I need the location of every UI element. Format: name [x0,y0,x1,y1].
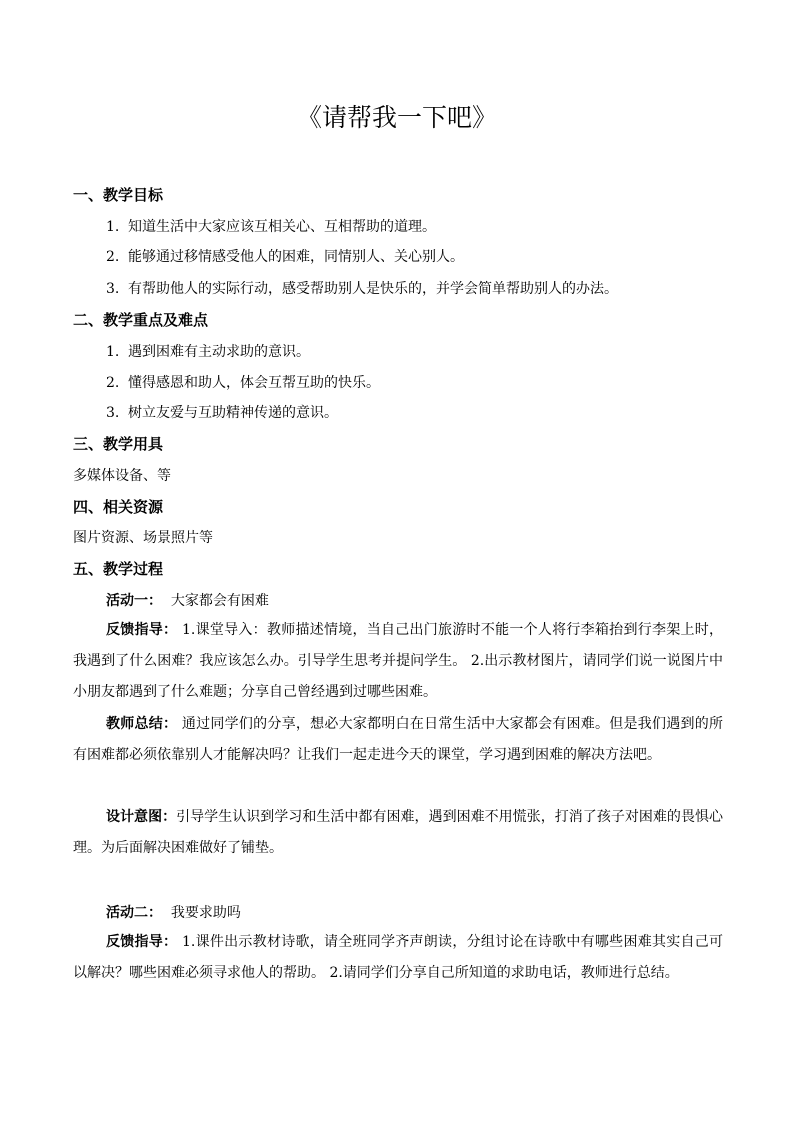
list-number: 3. [106,405,120,421]
list-number: 3. [106,281,120,297]
list-text: 知道生活中大家应该互相关心、互相帮助的道理。 [128,219,436,235]
list-item [106,402,338,424]
section-heading-key-points: 二、教学重点及难点 [73,311,209,329]
intent-label: 设计意图： [106,809,177,825]
section-heading-process: 五、教学过程 [73,560,164,578]
list-item [106,246,464,268]
feedback-paragraph [73,927,723,989]
list-item [106,216,436,238]
resources-text: 图片资源、场景照片等 [73,530,213,546]
document-title: 《请帮我一下吧》 [296,103,497,132]
list-item [106,372,380,394]
feedback-label: 反馈指导： [106,934,178,950]
feedback-label: 反馈指导： [106,622,178,638]
feedback-text: 1.课件出示教材诗歌，请全班同学齐声朗读，分组讨论在诗歌中有哪些困难其实自己可以解决？哪些困难必须寻求他人的帮助。 2.请同学们分享自己所知道的求助电话，教师进行总结。 [73,934,724,981]
activity-two-header [106,902,241,924]
list-text: 有帮助他人的实际行动，感受帮助别人是快乐的，并学会简单帮助别人的办法。 [128,281,618,297]
feedback-text: 1.课堂导入：教师描述情境，当自己出门旅游时不能一个人将行李箱抬到行李架上时，我遇到了什么困难？我应该怎么办。引导学生思考并提问学生。 2.出示教材图片，请同学们说一说图片中小朋友都遇到了什么难题；分享自己曾经遇到过哪些困难。 [73,622,724,700]
section-heading-objectives: 一、教学目标 [73,186,164,204]
activity-title: 我要求助吗 [170,905,241,921]
list-number: 1. [106,344,120,360]
list-text: 懂得感恩和助人，体会互帮互助的快乐。 [128,375,380,391]
activity-label: 活动二： [106,905,162,921]
summary-text: 通过同学们的分享，想必大家都明白在日常生活中大家都会有困难。但是我们遇到的所有困难都必须依靠别人才能解决吗？让我们一起走进今天的课堂，学习遇到困难的解决方法吧。 [73,716,724,763]
tools-text: 多媒体设备、等 [73,468,171,484]
intent-paragraph [73,802,723,864]
activity-title: 大家都会有困难 [170,593,269,609]
summary-label: 教师总结： [106,716,178,732]
feedback-paragraph [73,615,723,708]
list-text: 树立友爱与互助精神传递的意识。 [128,405,338,421]
summary-paragraph [73,709,723,771]
activity-one-header [106,590,269,612]
list-text: 遇到困难有主动求助的意识。 [128,344,310,360]
list-item [106,278,618,300]
activity-label: 活动一： [106,593,162,609]
list-number: 2. [106,375,120,391]
section-heading-tools: 三、教学用具 [73,435,164,453]
list-item [106,341,310,363]
list-text: 能够通过移情感受他人的困难，同情别人、关心别人。 [128,249,464,265]
list-number: 1. [106,219,120,235]
intent-text: 引导学生认识到学习和生活中都有困难，遇到困难不用慌张，打消了孩子对困难的畏惧心理。为后面解决困难做好了铺垫。 [73,809,724,856]
list-number: 2. [106,249,120,265]
section-heading-resources: 四、相关资源 [73,498,164,516]
